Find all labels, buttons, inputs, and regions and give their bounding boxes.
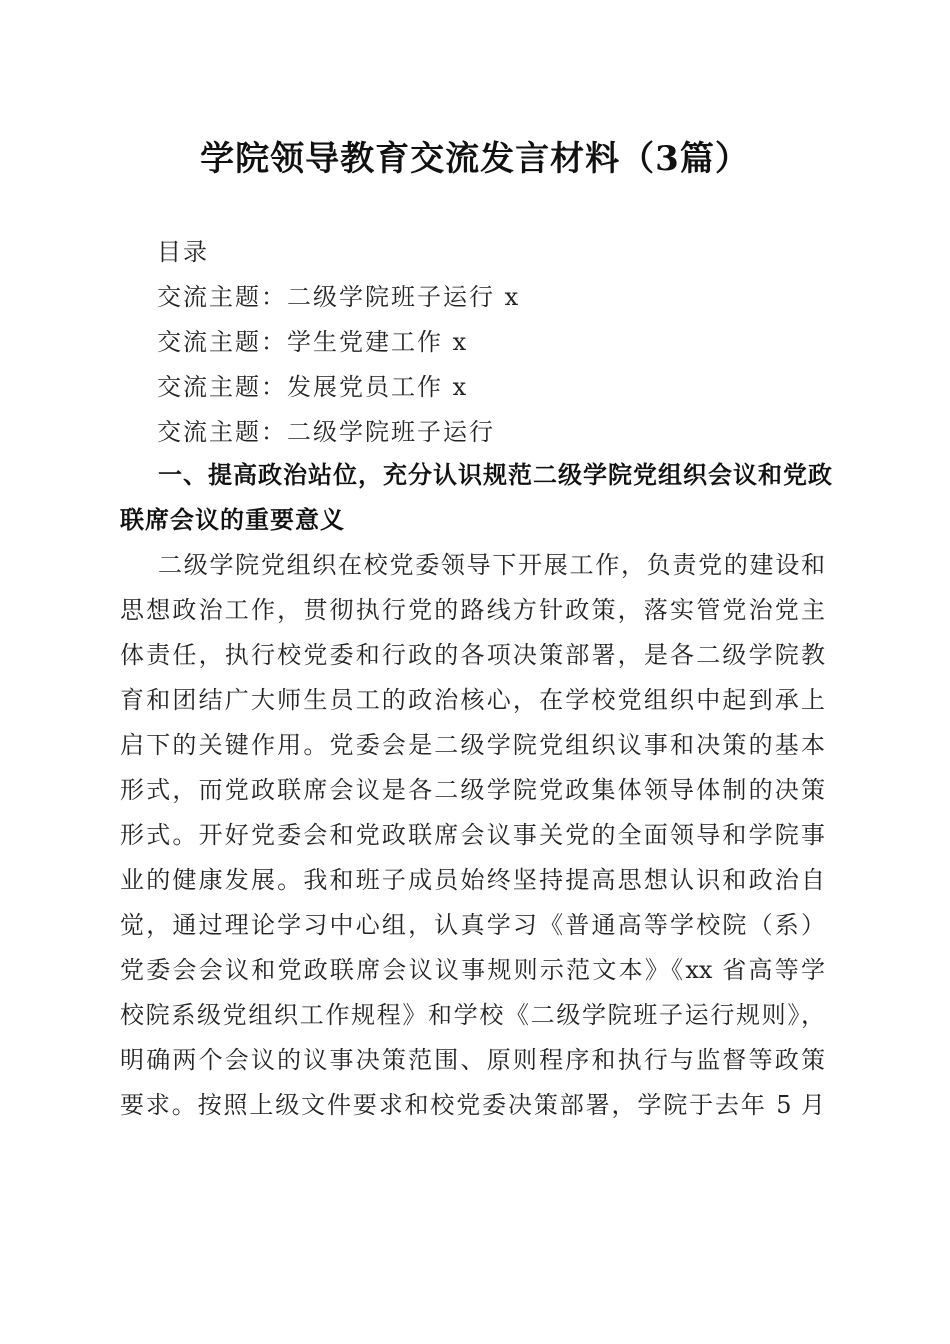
toc-item: 交流主题：二级学院班子运行 x: [157, 283, 521, 311]
body-line: 二级学院党组织在校党委领导下开展工作，负责党的建设和: [158, 551, 825, 579]
toc-item: 交流主题：发展党员工作 x: [157, 373, 469, 401]
body-paragraph: [120, 543, 825, 1128]
body-line: 要求。按照上级文件要求和校党委决策部署，学院于去年 5 月: [120, 1091, 825, 1119]
body-line: 校院系级党组织工作规程》和学校《二级学院班子运行规则》，: [120, 1001, 825, 1029]
body-line: 党委会会议和党政联席会议议事规则示范文本》《xx 省高等学: [120, 956, 825, 984]
body-line: 思想政治工作，贯彻执行党的路线方针政策，落实管党治党主: [120, 596, 825, 624]
body-line: 形式，而党政联席会议是各二级学院党政集体领导体制的决策: [120, 776, 825, 804]
document-title: 学院领导教育交流发言材料（3篇）: [200, 139, 750, 179]
body-line: 形式。开好党委会和党政联席会议事关党的全面领导和学院事: [120, 821, 825, 849]
body-line: 觉，通过理论学习中心组，认真学习《普通高等学校院（系）: [120, 911, 825, 939]
section-heading: 一、提高政治站位，充分认识规范二级学院党组织会议和党政联席会议的重要意义: [120, 461, 833, 534]
toc-heading: 目录: [157, 238, 209, 266]
toc-item: 交流主题：二级学院班子运行: [157, 418, 495, 446]
toc-item: 交流主题：学生党建工作 x: [157, 328, 469, 356]
body-line: 启下的关键作用。党委会是二级学院党组织议事和决策的基本: [120, 731, 825, 759]
body-line: 体责任，执行校党委和行政的各项决策部署，是各二级学院教: [120, 641, 825, 669]
body-line: 业的健康发展。我和班子成员始终坚持提高思想认识和政治自: [120, 866, 825, 894]
body-line: 明确两个会议的议事决策范围、原则程序和执行与监督等政策: [120, 1046, 825, 1074]
body-line: 育和团结广大师生员工的政治核心，在学校党组织中起到承上: [120, 686, 825, 714]
table-of-contents: [157, 230, 837, 455]
